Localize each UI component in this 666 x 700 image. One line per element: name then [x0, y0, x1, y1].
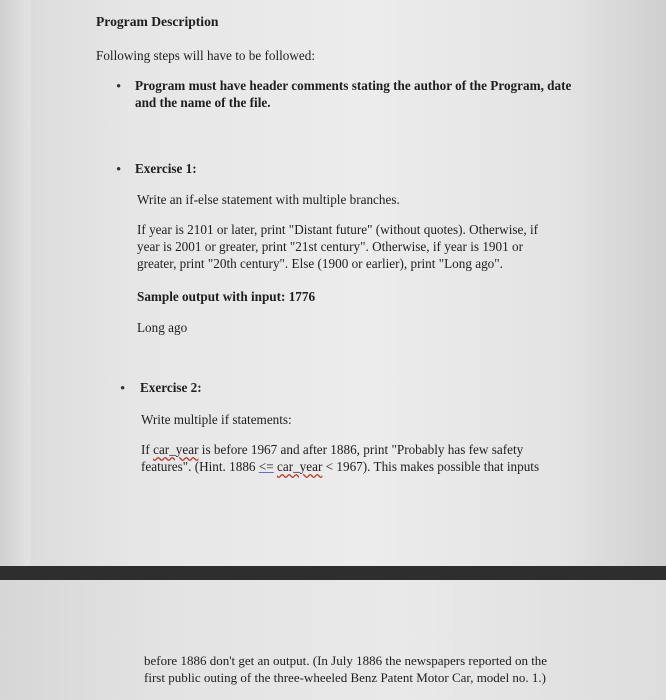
header-requirement-line2: and the name of the file.: [135, 95, 271, 110]
exercise2-line2-pre: features". (Hint. 1886: [141, 459, 259, 474]
car-year-variable: car_year: [153, 442, 199, 457]
document-page-2: [0, 580, 666, 700]
exercise2-heading: Exercise 2:: [140, 380, 202, 395]
exercise1-sample-output: Long ago: [137, 320, 188, 335]
exercise1-heading: Exercise 1:: [135, 161, 197, 176]
exercise1-sample-label: Sample output with input: 1776: [137, 289, 316, 304]
exercise2-line1: [141, 441, 523, 458]
page-break-band: [0, 566, 666, 580]
header-requirement-line1: Program must have header comments stating the author of the Program, date: [135, 78, 572, 93]
exercise2-continued-line1: before 1886 don't get an output. (In July 1886 the newspapers reported on the: [144, 653, 548, 668]
exercise2-continued-line2: first public outing of the three-wheeled Benz Patent Motor Car, model no. 1.): [144, 670, 547, 685]
exercise2-line1-pre: If: [141, 442, 154, 457]
exercise1-instruction: Write an if-else statement with multiple branches.: [137, 192, 400, 207]
exercise2-line1-post: is before 1967 and after 1886, print "Probably has few safety: [198, 442, 524, 457]
bullet-dot: •: [116, 79, 122, 95]
exercise2-line2-post: < 1967). This makes possible that inputs: [322, 459, 540, 474]
bullet-dot: •: [116, 162, 122, 178]
exercise1-desc-line3: greater, print "20th century". Else (1900 or earlier), print "Long ago".: [137, 256, 503, 271]
page-left-edge: [0, 0, 30, 566]
bullet-dot: •: [120, 381, 126, 397]
less-equal-operator: <=: [258, 459, 274, 474]
exercise2-instruction: Write multiple if statements:: [141, 412, 292, 427]
exercise1-desc-line1: If year is 2101 or later, print "Distant future" (without quotes). Otherwise, if: [137, 222, 539, 237]
exercise1-desc-line2: year is 2001 or greater, print "21st century". Otherwise, if year is 1901 or: [137, 239, 523, 254]
exercise2-line2: [141, 458, 539, 475]
intro-text: Following steps will have to be followed:: [96, 48, 316, 63]
car-year-variable: car_year: [276, 459, 323, 474]
document-title: Program Description: [96, 14, 219, 29]
